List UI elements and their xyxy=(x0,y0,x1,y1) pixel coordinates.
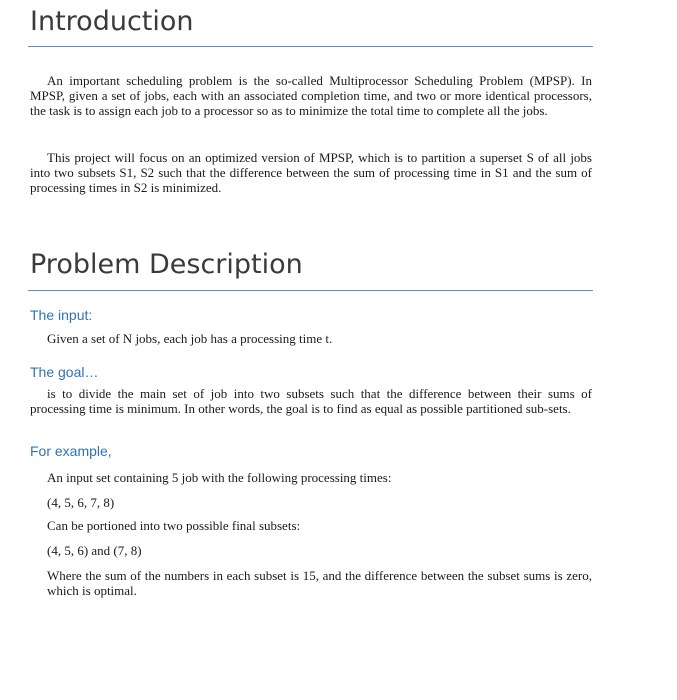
example-conclusion: Where the sum of the numbers in each subset is 15, and the difference between the subset sums is zero, which is optimal. xyxy=(47,568,592,598)
example-label: For example, xyxy=(30,443,112,459)
input-text: Given a set of N jobs, each job has a processing time t. xyxy=(47,331,333,346)
example-intro: An input set containing 5 job with the following processing times: xyxy=(47,470,392,485)
goal-paragraph xyxy=(30,386,592,416)
introduction-paragraph-2 xyxy=(30,150,592,195)
introduction-paragraph-1-text: An important scheduling problem is the so-called Multiprocessor Scheduling Problem (MPSP). In MPSP, given a set of jobs, each with an associated completion time, and two or more identical processors, the task is to assign each job to a processor so as to minimize the total time to complete all the jobs. xyxy=(30,73,592,118)
example-partition-intro: Can be portioned into two possible final subsets: xyxy=(47,518,301,533)
problem-description-divider xyxy=(28,290,593,291)
goal-text: is to divide the main set of job into two subsets such that the difference between their sums of processing time is minimum. In other words, the goal is to find as equal as possible partitioned sub-sets. xyxy=(30,386,592,416)
introduction-divider xyxy=(28,46,593,47)
introduction-paragraph-2-text: This project will focus on an optimized version of MPSP, which is to partition a superset S of all jobs into two subsets S1, S2 such that the difference between the sum of processing time in S1 and the sum of processing times in S2 is minimized. xyxy=(30,150,592,195)
goal-label: The goal… xyxy=(30,364,99,380)
problem-description-heading: Problem Description xyxy=(30,249,303,280)
example-subsets: (4, 5, 6) and (7, 8) xyxy=(47,543,142,558)
introduction-heading: Introduction xyxy=(30,6,194,37)
input-label: The input: xyxy=(30,307,93,323)
example-set: (4, 5, 6, 7, 8) xyxy=(47,495,115,510)
introduction-paragraph-1 xyxy=(30,73,592,118)
